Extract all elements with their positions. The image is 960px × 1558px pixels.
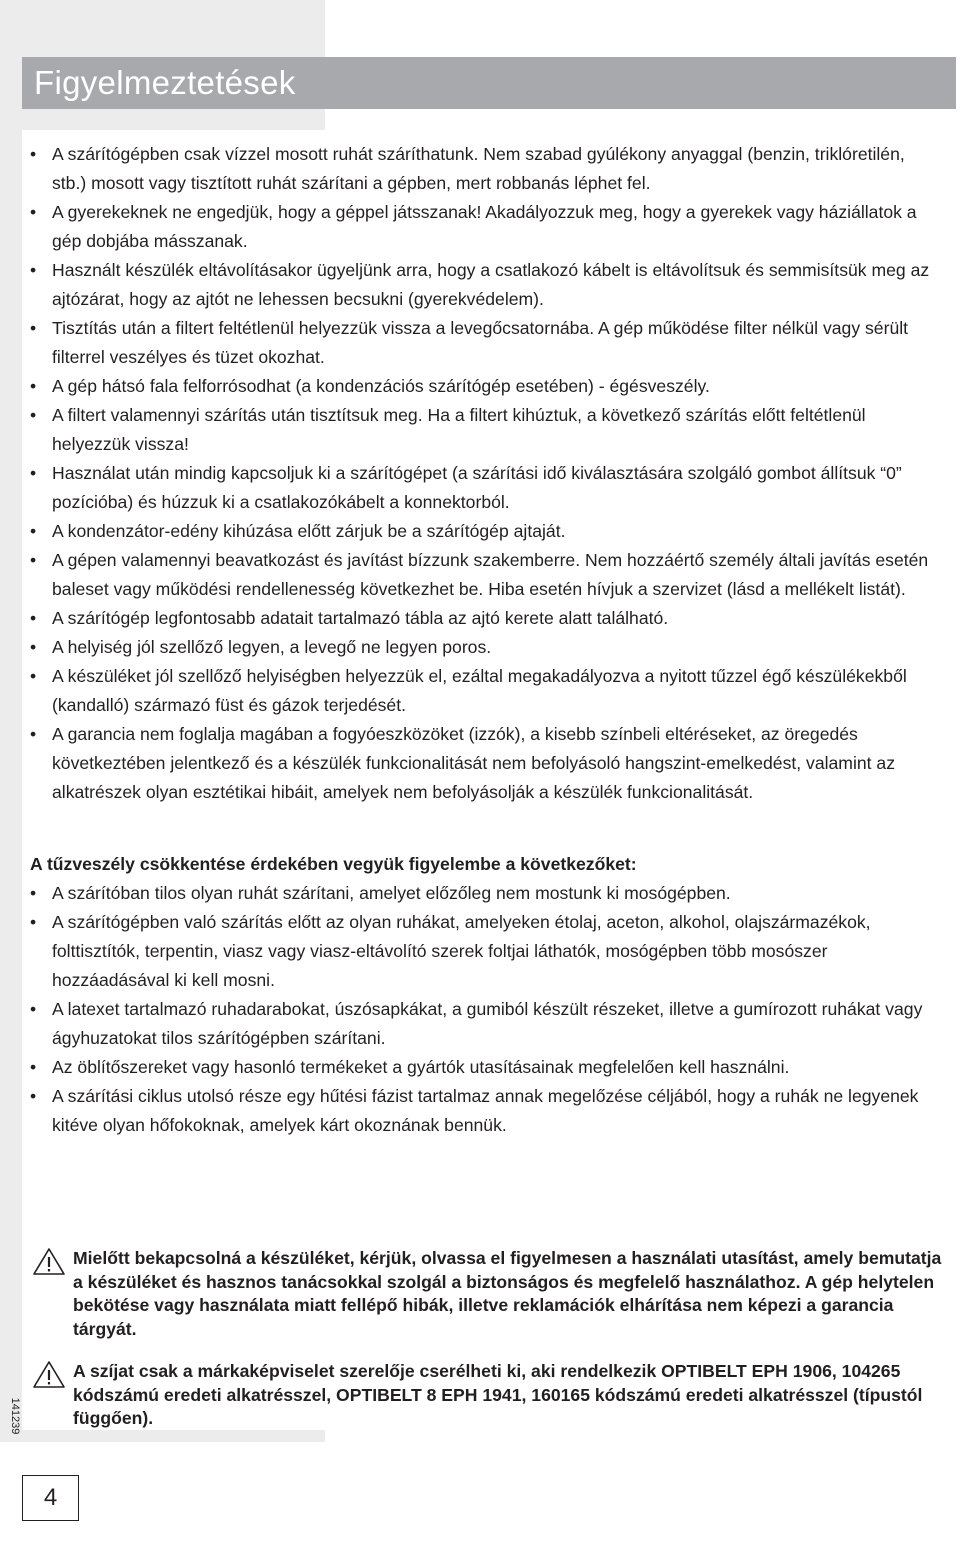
fire-section-heading: A tűzveszély csökkentése érdekében vegyük figyelembe a következőket: (30, 854, 637, 874)
list-item: • Használt készülék eltávolításakor ügyeljünk arra, hogy a csatlakozó kábelt is eltávolítsuk és semmisítsük meg az ajtózárat, hogy az ajtót ne lehessen becsukni (gyerekvédelem). (30, 256, 935, 314)
list-item: • A készüléket jól szellőző helyiségben helyezzük el, ezáltal megakadályozva a nyitott tűzzel égő készülékekből (kandalló) származó füst és gázok terjedését. (30, 662, 935, 720)
title-bar (22, 57, 956, 109)
list-item: • A szárítási ciklus utolsó része egy hűtési fázist tartalmaz annak megelőzése céljából, hogy a ruhák ne legyenek kitéve olyan hőfokoknak, amelyek kárt okoznának bennük. (30, 1082, 935, 1140)
list-item: • A gépen valamennyi beavatkozást és javítást bízzunk szakemberre. Nem hozzáértő személy általi javítás esetén baleset vagy működési rendellenesség következhet be. Hiba esetén hívjuk a szervizet (lásd a mellékelt listát). (30, 546, 935, 604)
list-item: • A helyiség jól szellőző legyen, a levegő ne legyen poros. (30, 633, 935, 662)
page-number: 4 (22, 1475, 79, 1521)
warnings-list (30, 140, 935, 807)
caution-text: Mielőtt bekapcsolná a készüléket, kérjük, olvassa el figyelmesen a használati utasítást, amely bemutatja a készüléket és hasznos tanácsokkal szolgál a biztonságos és megfelelő használathoz. A gép helytelen bekötése vagy használata miatt fellépő hibák, illetve reklamációk elhárítása nem képezi a garancia tárgyát. (73, 1248, 942, 1339)
list-item: • A szárítógépben csak vízzel mosott ruhát száríthatunk. Nem szabad gyúlékony anyaggal (benzin, triklóretilén, stb.) mosott vagy tisztított ruhát szárítani a gépben, mert robbanás léphet fel. (30, 140, 935, 198)
warning-triangle-icon (32, 1360, 66, 1389)
list-item: • Tisztítás után a filtert feltétlenül helyezzük vissza a levegőcsatornába. A gép működése filter nélkül vagy sérült filterrel veszélyes és tüzet okozhat. (30, 314, 935, 372)
main-content (30, 140, 935, 1140)
list-item: • A szárítógépben való szárítás előtt az olyan ruhákat, amelyeken étolaj, aceton, alkohol, olajszármazékok, folttisztítók, terpentin, viasz vagy viasz-eltávolító szerek foltjai láthatók, mosógépben több mosószer hozzáadásával ki kell mosni. (30, 908, 935, 995)
list-item: • A gép hátsó fala felforrósodhat (a kondenzációs szárítógép esetében) - égésveszély. (30, 372, 935, 401)
list-item: • A gyerekeknek ne engedjük, hogy a géppel játsszanak! Akadályozzuk meg, hogy a gyerekek vagy háziállatok a gép dobjába másszanak. (30, 198, 935, 256)
list-item: • A szárítóban tilos olyan ruhát szárítani, amelyet előzőleg nem mostunk ki mosógépben. (30, 879, 935, 908)
document-code: 141239 (9, 1397, 21, 1435)
warning-triangle-icon (32, 1247, 66, 1276)
list-item: • Az öblítőszereket vagy hasonló termékeket a gyártók utasításainak megfelelően kell használni. (30, 1053, 935, 1082)
list-item: • A garancia nem foglalja magában a fogyóeszközöket (izzók), a kisebb színbeli eltéréseket, az öregedés következtében jelentkező és a készülék funkcionalitását nem befolyásoló hangszint-emelkedést, valamint az alkatrészek olyan esztétikai hibáit, amelyek nem befolyásolják a készülék funkcionalitását. (30, 720, 935, 807)
list-item: • A kondenzátor-edény kihúzása előtt zárjuk be a szárítógép ajtaját. (30, 517, 935, 546)
list-item: • A latexet tartalmazó ruhadarabokat, úszósapkákat, a gumiból készült részeket, illetve a gumírozott ruhákat vagy ágyhuzatokat tilos szárítógépben szárítani. (30, 995, 935, 1053)
caution-note-belt (30, 1360, 950, 1431)
page-title: Figyelmeztetések (34, 64, 296, 101)
list-item: • Használat után mindig kapcsoljuk ki a szárítógépet (a szárítási idő kiválasztására szolgáló gombot állítsuk “0” pozícióba) és húzzuk ki a csatlakozókábelt a konnektorból. (30, 459, 935, 517)
list-item: • A szárítógép legfontosabb adatait tartalmazó tábla az ajtó kerete alatt található. (30, 604, 935, 633)
fire-section-list (30, 879, 935, 1140)
caution-text: A szíjat csak a márkaképviselet szerelője cserélheti ki, aki rendelkezik OPTIBELT EPH 1906, 104265 kódszámú eredeti alkatrésszel, OPTIBELT 8 EPH 1941, 160165 kódszámú eredeti alkatrésszel (típustól függően). (73, 1361, 923, 1428)
caution-note-manual (30, 1247, 950, 1341)
list-item: • A filtert valamennyi szárítás után tisztítsuk meg. Ha a filtert kihúztuk, a következő szárítás előtt feltétlenül helyezzük vissza! (30, 401, 935, 459)
